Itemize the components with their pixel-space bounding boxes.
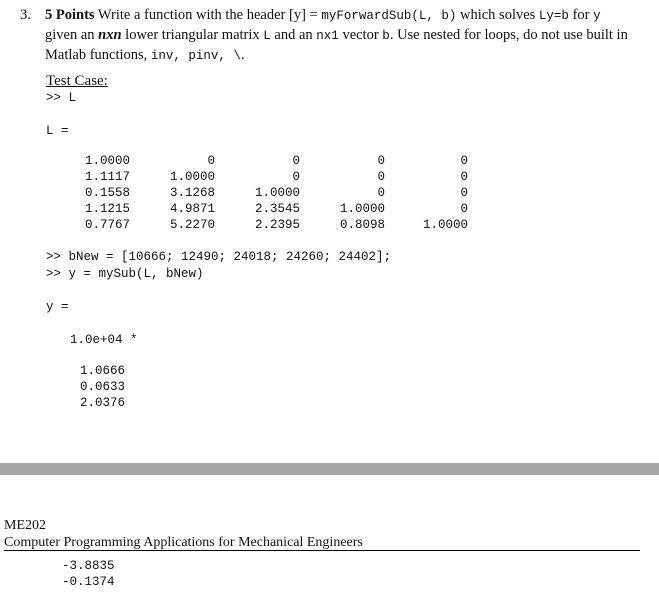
code-fragment: y	[593, 9, 601, 23]
footer-rule	[4, 550, 640, 551]
code-fragment: nx1	[316, 29, 339, 43]
matrix-cell: 0	[460, 154, 468, 168]
matrix-cell: 2.2395	[254, 218, 300, 232]
code-fragment: L	[263, 29, 271, 43]
matrix-cell: 1.0000	[254, 186, 300, 200]
matrix-cell: 0.1558	[84, 186, 130, 200]
matrix-cell: 0	[460, 202, 468, 216]
matrix-cell: 3.1268	[169, 186, 215, 200]
problem-number: 3.	[20, 7, 31, 23]
command-line-bnew: >> bNew = [10666; 12490; 24018; 24260; 24402];	[46, 250, 392, 264]
continued-value: -3.8835	[62, 559, 115, 573]
matrix-cell: 5.2270	[169, 218, 215, 232]
course-title: Computer Programming Applications for Mechanical Engineers	[4, 535, 363, 550]
matrix-cell: 1.0000	[84, 154, 130, 168]
matrix-cell: 1.1117	[84, 170, 130, 184]
text-fragment: vector	[338, 27, 383, 43]
matrix-cell: 0	[377, 170, 385, 184]
code-fragment: myForwardSub(L, b)	[321, 9, 457, 23]
matrix-cell: 0	[207, 154, 215, 168]
y-value: 0.0633	[80, 380, 126, 394]
text-fragment: nxn	[98, 27, 122, 43]
matrix-cell: 1.0000	[339, 202, 385, 216]
text-fragment: . Use nested for loops, do not use built in	[389, 27, 628, 43]
points-label: 5 Points	[45, 7, 95, 23]
text-fragment: and an	[270, 27, 317, 43]
text-fragment: Matlab functions,	[45, 47, 151, 63]
matrix-cell: 2.3545	[254, 202, 300, 216]
code-fragment: inv, pinv, \	[150, 49, 241, 63]
page-separator	[0, 463, 659, 475]
problem-line-2	[45, 26, 650, 46]
matrix-cell: 4.9871	[169, 202, 215, 216]
text-fragment: for	[568, 7, 594, 23]
matrix-cell: 0	[377, 186, 385, 200]
y-value: 1.0666	[80, 364, 126, 378]
problem-line-1	[45, 6, 650, 26]
matrix-cell: 0	[292, 154, 300, 168]
test-case-heading: Test Case:	[46, 73, 108, 89]
matrix-label: L =	[46, 124, 69, 138]
scale-factor: 1.0e+04 *	[70, 333, 138, 347]
code-fragment: Ly=b	[538, 9, 569, 23]
y-label: y =	[46, 300, 69, 314]
matrix-cell: 0.8098	[339, 218, 385, 232]
course-code: ME202	[4, 518, 46, 533]
code-fragment: b	[382, 29, 390, 43]
matrix-cell: 0	[460, 186, 468, 200]
continued-value: -0.1374	[62, 575, 115, 589]
command-line-mysub: >> y = mySub(L, bNew)	[46, 267, 204, 281]
command-line-L: >> L	[46, 91, 77, 105]
matrix-cell: 1.1215	[84, 202, 130, 216]
matrix-cell: 0	[460, 170, 468, 184]
text-fragment: which solves	[456, 7, 539, 23]
matrix-cell: 0.7767	[84, 218, 130, 232]
matrix-cell: 0	[292, 170, 300, 184]
y-value: 2.0376	[80, 396, 126, 410]
text-fragment: lower triangular matrix	[121, 27, 264, 43]
matrix-cell: 1.0000	[422, 218, 468, 232]
text-fragment: Write a function with the header [y] =	[97, 7, 322, 23]
problem-text	[45, 6, 650, 66]
text-fragment: .	[240, 47, 245, 63]
matrix-cell: 0	[377, 154, 385, 168]
problem-line-3	[45, 46, 650, 66]
text-fragment: given an	[45, 27, 99, 43]
problem-statement	[20, 6, 650, 66]
matrix-cell: 1.0000	[169, 170, 215, 184]
